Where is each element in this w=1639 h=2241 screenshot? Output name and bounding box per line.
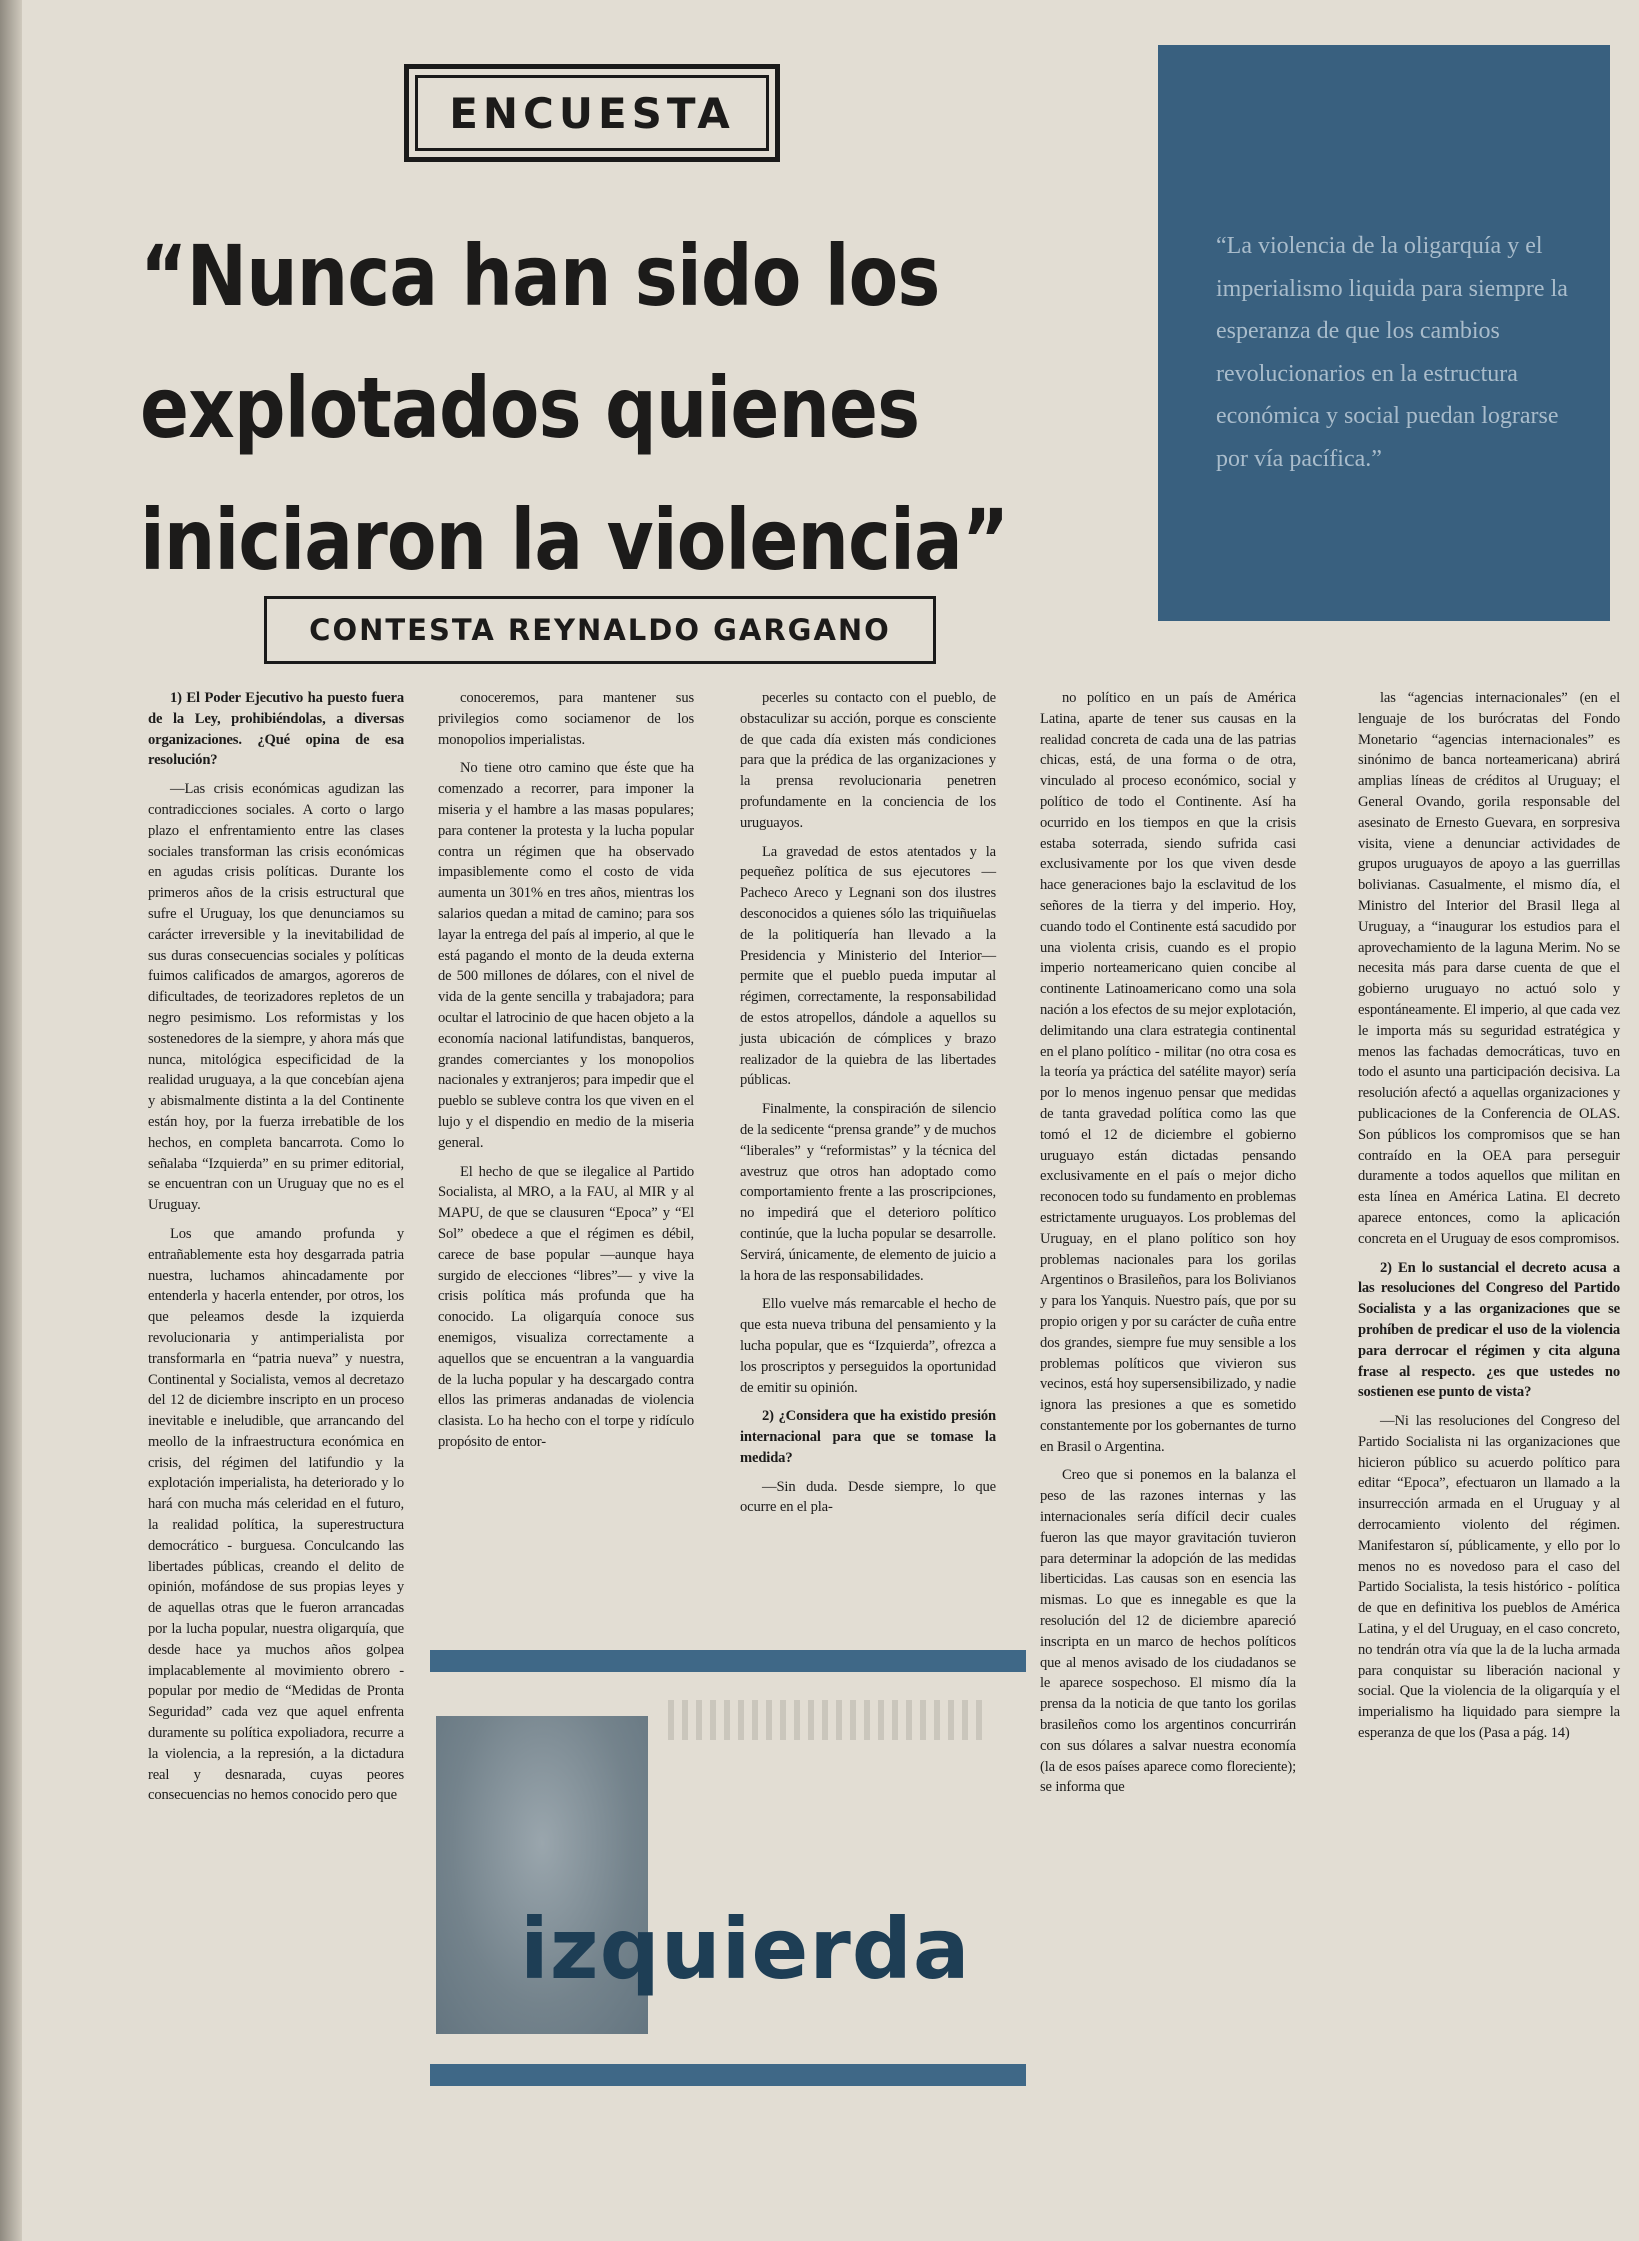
article-column-1 <box>148 688 404 1806</box>
article-column-5 <box>1358 688 1620 1744</box>
article-paragraph: El hecho de que se ilegalice al Partido Socialista, al MRO, a la FAU, al MIR y al MAPU, de que se clausuren “Epoca” y “El Sol” obedece a que el régimen es débil, carece de base popular —aunque haya surgido de elecciones “libres”— y vive la crisis política más profunda que ha conocido. La oligarquía conoce sus enemigos, visualiza correctamente a aquellos que se encuentran a la vanguardia de la lucha popular y ha descargado contra ellos las primeras andanadas de violencia clasista. Lo ha hecho con el torpe y ridículo propósito de entor- <box>438 1163 694 1450</box>
article-paragraph: —Ni las resoluciones del Congreso del Partido Socialista ni las organizaciones que hicieron público su acuerdo político para editar “Epoca”, efectuaron un llamado a la insurrección armada en el Uruguay y al derrocamiento violento del régimen. Manifestaron sí, públicamente, y ello por lo menos no es novedoso para el caso del Partido Socialista, la tesis histórico - política de que en definitiva los pueblos de América Latina, y el del Uruguay, en el caso concreto, no tendrán otra vía que la de la lucha armada para conquistar su liberación nacional y social. Que la violencia de la oligarquía y el imperialismo ha liquidado para siempre la esperanza de que los (Pasa a pág. 14) <box>1358 1413 1620 1742</box>
article-column-4 <box>1040 688 1296 1798</box>
byline: CONTESTA REYNALDO GARGANO <box>264 596 936 664</box>
pull-quote: “La violencia de la oligarquía y el imperialismo liquida para siempre la esperanza de que los cambios revolucionarios en la estructura económica y social puedan lograrse por vía pacífica.” <box>1216 233 1568 472</box>
promo-top-bar <box>430 1650 1026 1672</box>
article-paragraph: La gravedad de estos atentados y la pequeñez política de sus ejecutores —Pacheco Areco y Legnani son dos ilustres desconocidos a quienes sólo las triquiñuelas de la politiquería han llevado a la Presidencia y Ministerio del Interior— permite que el pueblo pueda imputar al régimen, correctamente, la responsabilidad de estos atropellos, dándole a aquellos su justa ubicación de cómplices y brazo realizador de la quiebra de las libertades públicas. <box>740 843 996 1089</box>
promo-wordmark: izquierda <box>520 1900 971 1998</box>
article-paragraph: Creo que si ponemos en la balanza el peso de las razones internas y las internacionales sería difícil decir cuales fueron las que mayor gravitación tuvieron para determinar la adopción de las medidas liberticidas. Las causas son en esencia las mismas. Lo que es innegable es que la resolución del 12 de diciembre apareció inscripta en un marco de hechos políticos que al menos avisado de los ciudadanos se le aparece sospechoso. El mismo día la prensa da la noticia de que tanto los gorilas brasileños como los argentinos concurrirán con sus dólares a salvar nuestra economía (la de esos países aparece como floreciente); se informa que <box>1040 1467 1296 1796</box>
article-column-3 <box>740 688 996 1518</box>
article-paragraph: pecerles su contacto con el pueblo, de obstaculizar su acción, porque es consciente de que cada día existen más condiciones para que la prédica de las organizaciones y la prensa revolucionaria penetren profundamente en la conciencia de los uruguayos. <box>740 690 996 831</box>
promo-texture <box>668 1700 988 1740</box>
article-paragraph: conoceremos, para mantener sus privilegios como sociamenor de los monopolios imperialistas. <box>438 690 694 748</box>
interview-question: 2) En lo sustancial el decreto acusa a las resoluciones del Congreso del Partido Socialista y a las organizaciones que se prohíben de predicar el uso de la violencia para derrocar el régimen y cita alguna frase al respecto. ¿es que ustedes no sostienen ese punto de vista? <box>1358 1259 1620 1401</box>
section-label-box <box>404 64 780 162</box>
interview-question: 1) El Poder Ejecutivo ha puesto fuera de la Ley, prohibiéndolas, a diversas organizaciones. ¿Qué opina de esa resolución? <box>148 690 404 769</box>
article-paragraph: —Sin duda. Desde siempre, lo que ocurre en el pla- <box>740 1478 996 1516</box>
headline-line: “Nunca han sido los <box>140 227 940 325</box>
interview-question: 2) ¿Considera que ha existido presión internacional para que se tomase la medida? <box>740 1408 996 1466</box>
headline <box>140 210 1009 606</box>
article-paragraph: No tiene otro camino que éste que ha comenzado a recorrer, para imponer la miseria y el hambre a las masas populares; para contener la protesta y la lucha popular contra un régimen que ha observado impasiblemente como el costo de vida aumenta un 301% en tres años, mientras los salarios quedan a mitad de camino; para sos layar la entrega del país al imperio, al que le está pagando el monto de la deuda externa de 500 millones de dólares, con el nivel de vida de la gente sencilla y trabajadora; para ocultar el latrocinio de que hacen objeto a la economía nacional latifundistas, banqueros, grandes comerciantes y los monopolios nacionales y extranjeros; para impedir que el pueblo se subleve contra los que viven en el lujo y el dispendio en medio de la miseria general. <box>438 760 694 1151</box>
article-paragraph: no político en un país de América Latina, aparte de tener sus causas en la realidad concreta de cada una de las patrias chicas, está, de una forma o de otra, vinculado al proceso económico, social y político de todo el Continente. Así ha ocurrido en los tiempos en que la crisis estaba soterrada, siendo sufrida casi exclusivamente por los que viven desde hace generaciones bajo la esclavitud de los señores de la tierra y del imperio. Hoy, cuando todo el Continente está sacudido por una violenta crisis, cuando es el propio imperio norteamericano quien concibe al continente Latinoamericano como una sola nación a los efectos de su mejor explotación, delimitando una clara estrategia continental en el plano político - militar (no otra cosa es la teoría ya práctica del satélite mayor) sería por lo menos ingenuo pensar que medidas de tanta gravedad política como las que tomó el 12 de diciembre el gobierno uruguayo están dictadas pensando exclusivamente en el país o mejor dicho reconocen todo su fundamento en problemas estrictamente uruguayos. Los problemas del Uruguay, en el plano político son hoy problemas nacionales para los gorilas Argentinos o Brasileños, para los Bolivianos y para los Yanquis. Nuestro país, que por su propio origen y por su carácter de cuña entre dos grandes, siempre fue muy sensible a los problemas políticos que vivieron sus vecinos, está hoy supersensibilizado, y nadie ignora las presiones a que es sometido constantemente por los gobernantes de turno en Brasil o Argentina. <box>1040 690 1296 1455</box>
izquierda-promo <box>430 1650 1026 2090</box>
article-paragraph: —Las crisis económicas agudizan las contradicciones sociales. A corto o largo plazo el enfrentamiento entre las clases sociales transforman las crisis económicas en agudas crisis políticas. Durante los primeros años de la crisis estructural que sufre el Uruguay, los que denunciamos su carácter irreversible y la inevitabilidad de sus duras consecuencias sociales y políticas fuimos calificados de amargos, agoreros de dificultades, de teorizadores repletos de un negro pesimismo. Los reformistas y los sostenedores de la siempre, y ahora más que nunca, mitológica especificidad de la realidad uruguaya, a la que concebían ajena y abismalmente distinta a la del Continente están hoy, por la fuerza irrebatible de los hechos, en completa bancarrota. Como lo señalaba “Izquierda” en su primer editorial, se encuentran con un Uruguay que no es el Uruguay. <box>148 781 404 1214</box>
article-column-2 <box>438 688 694 1453</box>
headline-line: iniciaron la violencia” <box>140 491 1009 589</box>
page-spine-shadow <box>0 0 22 2241</box>
article-paragraph: las “agencias internacionales” (en el lenguaje de los burócratas del Fondo Monetario “agencias internacionales” es sinónimo de banca norteamericana) abrirá amplias líneas de créditos al Uruguay; el General Ovando, gorila responsable del asesinato de Ernesto Guevara, en sorpresiva visita, viene a denunciar actividades de grupos uruguayos de apoyo a las guerrillas bolivianas. Casualmente, el mismo día, el Ministro del Interior del Brasil llega al Uruguay, a “inaugurar los estudios para el aprovechamiento de la laguna Merim. No se necesita más para darse cuenta de que el gobierno uruguayo no actuó solo y espontáneamente. El imperio, al que cada vez le importa más su seguridad estratégica y menos las fachadas democráticas, tuvo en todo el asunto una participación decisiva. La resolución afectó a aquellas organizaciones y publicaciones de la Conferencia de OLAS. Son públicos los compromisos que se han contraído en la OEA para perseguir duramente a todos aquellos que militan en esta línea en América Latina. El decreto aparece entonces, como la aplicación concreta en el Uruguay de esos compromisos. <box>1358 690 1620 1247</box>
pull-quote-box <box>1158 45 1610 621</box>
article-paragraph: Finalmente, la conspiración de silencio de la sedicente “prensa grande” y de muchos “liberales” y “reformistas” y la técnica del avestruz que otros han adoptado como comportamiento frente a las proscripciones, no impedirá que el deterioro político continúe, que la lucha popular se desarrolle. Servirá, únicamente, de elemento de juicio a la hora de las responsabilidades. <box>740 1101 996 1284</box>
section-label: ENCUESTA <box>415 75 769 151</box>
headline-line: explotados quienes <box>140 359 920 457</box>
article-paragraph: Los que amando profunda y entrañablemente esta hoy desgarrada patria nuestra, luchamos ahincadamente por entenderla y hacerla entender, por otros, los que peleamos desde la izquierda revolucionaria y antimperialista por transformarla en “patria nueva” y nuestra, Continental y Socialista, vemos al decretazo del 12 de diciembre inscripto en un proceso inevitable e ineludible, que arrancando del meollo de la infraestructura económica en crisis, del régimen del latifundio y la explotación imperialista, ha deteriorado y lo hará con mucha más celeridad en el futuro, la realidad política, la superestructura democrático - burguesa. Conculcando las libertades públicas, creando el delito de opinión, mofándose de sus propias leyes y de aquellas otras que le fueron arrancadas por la lucha popular, nuestra oligarquía, que desde hace ya muchos años golpea implacablemente al movimiento obrero - popular por medio de “Medidas de Pronta Seguridad” cada vez que aquel enfrenta duramente su política expoliadora, recurre a la violencia, a la represión, a la dictadura real y desnarada, cuyas peores consecuencias no hemos conocido pero que <box>148 1225 404 1804</box>
promo-bottom-bar <box>430 2064 1026 2086</box>
article-paragraph: Ello vuelve más remarcable el hecho de que esta nueva tribuna del pensamiento y la lucha popular, que es “Izquierda”, ofrezca a los proscriptos y perseguidos la oportunidad de emitir su opinión. <box>740 1296 996 1396</box>
